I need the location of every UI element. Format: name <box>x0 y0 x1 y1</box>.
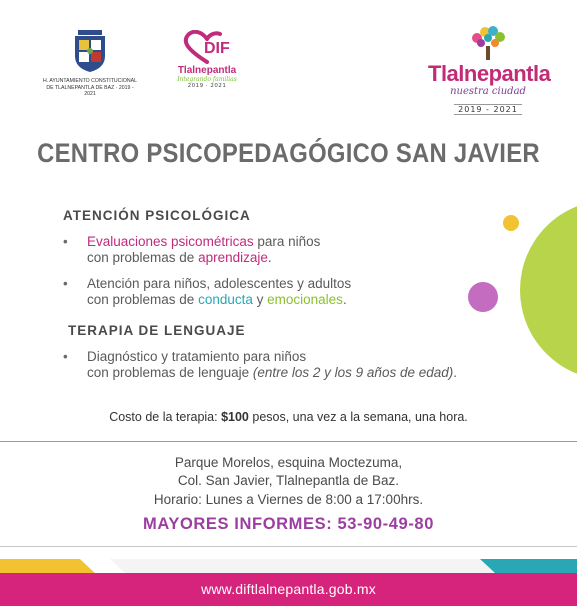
section-lenguaje <box>68 323 508 338</box>
highlight-text: aprendizaje <box>198 250 268 265</box>
cost-line <box>0 410 577 424</box>
ayuntamiento-caption: H. AYUNTAMIENTO CONSTITUCIONAL DE TLALNEPANTLA DE BAZ · 2019 - 2021 <box>43 78 137 97</box>
divider <box>0 546 577 547</box>
color-stripe <box>0 559 577 573</box>
item-text: para niños <box>253 234 321 249</box>
cost-rest: pesos, una vez a la semana, una hora. <box>248 410 468 424</box>
italic-text: (entre los 2 y los 9 años de edad) <box>252 365 454 380</box>
service-item-atencion <box>63 276 483 308</box>
highlight-text: emocionales <box>267 292 343 307</box>
ayuntamiento-logo <box>40 28 140 98</box>
tlalnepantla-logo-name: Tlalnepantla <box>428 61 551 86</box>
list-item <box>63 276 483 308</box>
dif-letters: DIF <box>204 40 230 57</box>
list-item <box>63 349 533 381</box>
page-title: CENTRO PSICOPEDAGÓGICO SAN JAVIER <box>37 138 540 168</box>
footer-website-link[interactable]: www.diftlalnepantla.gob.mx <box>0 573 577 606</box>
item-text: . <box>267 250 272 265</box>
cost-price: $100 <box>221 410 249 424</box>
heart-icon <box>178 30 236 64</box>
service-item-diagnostico <box>63 349 533 381</box>
service-item-evaluaciones <box>63 234 483 266</box>
dif-logo-years: 2019 · 2021 <box>187 83 227 89</box>
item-text: con problemas de <box>87 292 199 307</box>
tree-icon <box>465 24 511 62</box>
dif-logo-name: Tlalnepantla <box>177 65 237 76</box>
item-text: Atención para niños, adolescentes y adultos <box>87 276 352 291</box>
phone-info: MAYORES INFORMES: 53-90-49-80 <box>143 515 434 533</box>
tlalnepantla-logo-slogan: nuestra ciudad <box>450 86 526 97</box>
address-line-1: Parque Morelos, esquina Moctezuma, <box>174 455 403 470</box>
tlalnepantla-logo <box>428 24 551 116</box>
item-text: con problemas de lenguaje <box>87 365 253 380</box>
cost-label: Costo de la terapia: <box>109 410 222 424</box>
coat-of-arms-icon <box>71 28 109 74</box>
dif-logo-slogan: Integrando familias <box>177 76 237 83</box>
list-item <box>63 234 483 266</box>
item-text: con problemas de <box>87 250 199 265</box>
item-text: . <box>453 365 458 380</box>
item-text: y <box>252 292 268 307</box>
divider <box>0 441 577 442</box>
heading-lenguaje: TERAPIA DE LENGUAJE <box>68 323 246 338</box>
heading-psicologica: ATENCIÓN PSICOLÓGICA <box>63 208 251 223</box>
section-psicologica <box>63 208 503 223</box>
item-text: Diagnóstico y tratamiento para niños <box>87 349 307 364</box>
decorative-yellow-circle <box>503 215 519 231</box>
highlight-text: conducta <box>198 292 253 307</box>
hours-line: Horario: Lunes a Viernes de 8:00 a 17:00hrs. <box>153 492 424 507</box>
tlalnepantla-logo-years: 2019 - 2021 <box>454 104 522 115</box>
highlight-text: Evaluaciones psicométricas <box>87 234 254 249</box>
item-text: . <box>342 292 347 307</box>
address-line-2: Col. San Javier, Tlalnepantla de Baz. <box>177 473 400 488</box>
dif-logo <box>172 30 242 89</box>
